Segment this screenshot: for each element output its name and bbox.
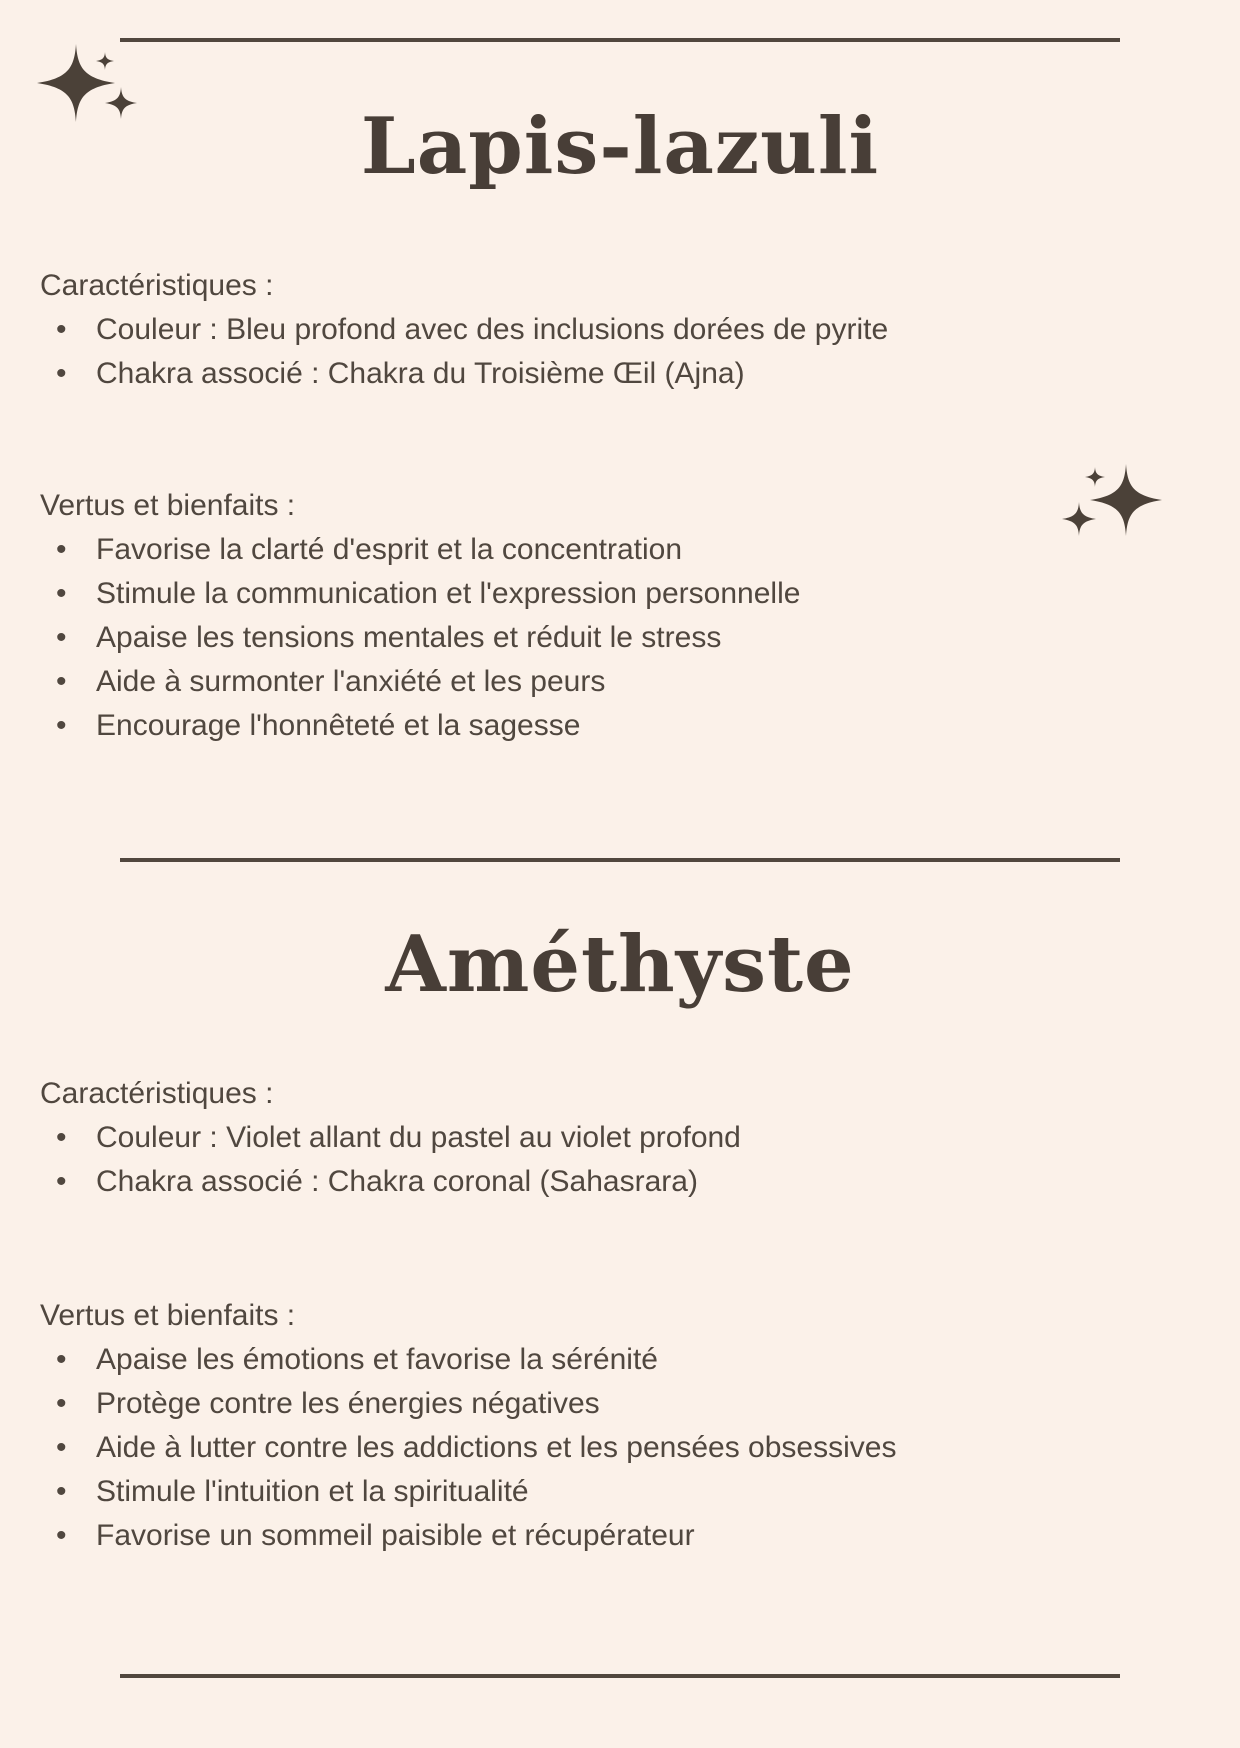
middle-divider-line	[120, 858, 1120, 862]
section-title-lapis-lazuli: Lapis-lazuli	[360, 101, 880, 192]
list-item-text: Couleur : Violet allant du pastel au violet profond	[96, 1121, 741, 1154]
top-divider-line	[120, 38, 1120, 42]
list-item	[40, 1470, 1190, 1514]
list-item-text: Encourage l'honnêteté et la sagesse	[96, 709, 581, 742]
bullet-icon: •	[56, 1387, 67, 1420]
list-item	[40, 1338, 1190, 1382]
list-item-text: Chakra associé : Chakra coronal (Sahasrara)	[96, 1165, 698, 1198]
list-item	[40, 572, 1190, 616]
list-item-text: Couleur : Bleu profond avec des inclusions dorées de pyrite	[96, 313, 889, 346]
list-item-text: Aide à lutter contre les addictions et les pensées obsessives	[96, 1431, 897, 1464]
list-item	[40, 308, 1190, 352]
list-item-text: Chakra associé : Chakra du Troisième Œil (Ajna)	[96, 357, 745, 390]
list-item	[40, 1382, 1190, 1426]
list-item-text: Favorise un sommeil paisible et récupérateur	[96, 1519, 695, 1552]
characteristics-list	[40, 1116, 1190, 1204]
bullet-icon: •	[56, 1431, 67, 1464]
section-title-amethyste: Améthyste	[385, 919, 855, 1010]
bullet-icon: •	[56, 1121, 67, 1154]
bullet-icon: •	[56, 1519, 67, 1552]
benefits-list	[40, 1338, 1190, 1558]
list-item-text: Aide à surmonter l'anxiété et les peurs	[96, 665, 606, 698]
list-item-text: Apaise les tensions mentales et réduit le stress	[96, 621, 722, 654]
bottom-divider-line	[120, 1674, 1120, 1678]
benefits-heading: Vertus et bienfaits :	[40, 1299, 296, 1332]
list-item	[40, 1514, 1190, 1558]
lapis-benefits-block	[40, 484, 1190, 748]
bullet-icon: •	[56, 533, 67, 566]
bullet-icon: •	[56, 1343, 67, 1376]
list-item	[40, 660, 1190, 704]
bullet-icon: •	[56, 313, 67, 346]
list-item	[40, 616, 1190, 660]
bullet-icon: •	[56, 1165, 67, 1198]
amethyste-benefits-block	[40, 1294, 1190, 1558]
bullet-icon: •	[56, 665, 67, 698]
characteristics-list	[40, 308, 1190, 396]
list-item	[40, 1426, 1190, 1470]
list-item-text: Stimule la communication et l'expression personnelle	[96, 577, 801, 610]
bullet-icon: •	[56, 709, 67, 742]
bullet-icon: •	[56, 577, 67, 610]
list-item	[40, 352, 1190, 396]
list-item	[40, 1116, 1190, 1160]
list-item-text: Favorise la clarté d'esprit et la concentration	[96, 533, 683, 566]
characteristics-heading: Caractéristiques :	[40, 269, 274, 302]
list-item-text: Stimule l'intuition et la spiritualité	[96, 1475, 529, 1508]
bullet-icon: •	[56, 357, 67, 390]
benefits-heading: Vertus et bienfaits :	[40, 489, 296, 522]
list-item-text: Protège contre les énergies négatives	[96, 1387, 600, 1420]
list-item	[40, 1160, 1190, 1204]
characteristics-heading: Caractéristiques :	[40, 1077, 274, 1110]
bullet-icon: •	[56, 1475, 67, 1508]
benefits-list	[40, 528, 1190, 748]
list-item	[40, 704, 1190, 748]
bullet-icon: •	[56, 621, 67, 654]
lapis-characteristics-block	[40, 264, 1190, 396]
list-item	[40, 528, 1190, 572]
list-item-text: Apaise les émotions et favorise la sérénité	[96, 1343, 658, 1376]
amethyste-characteristics-block	[40, 1072, 1190, 1204]
